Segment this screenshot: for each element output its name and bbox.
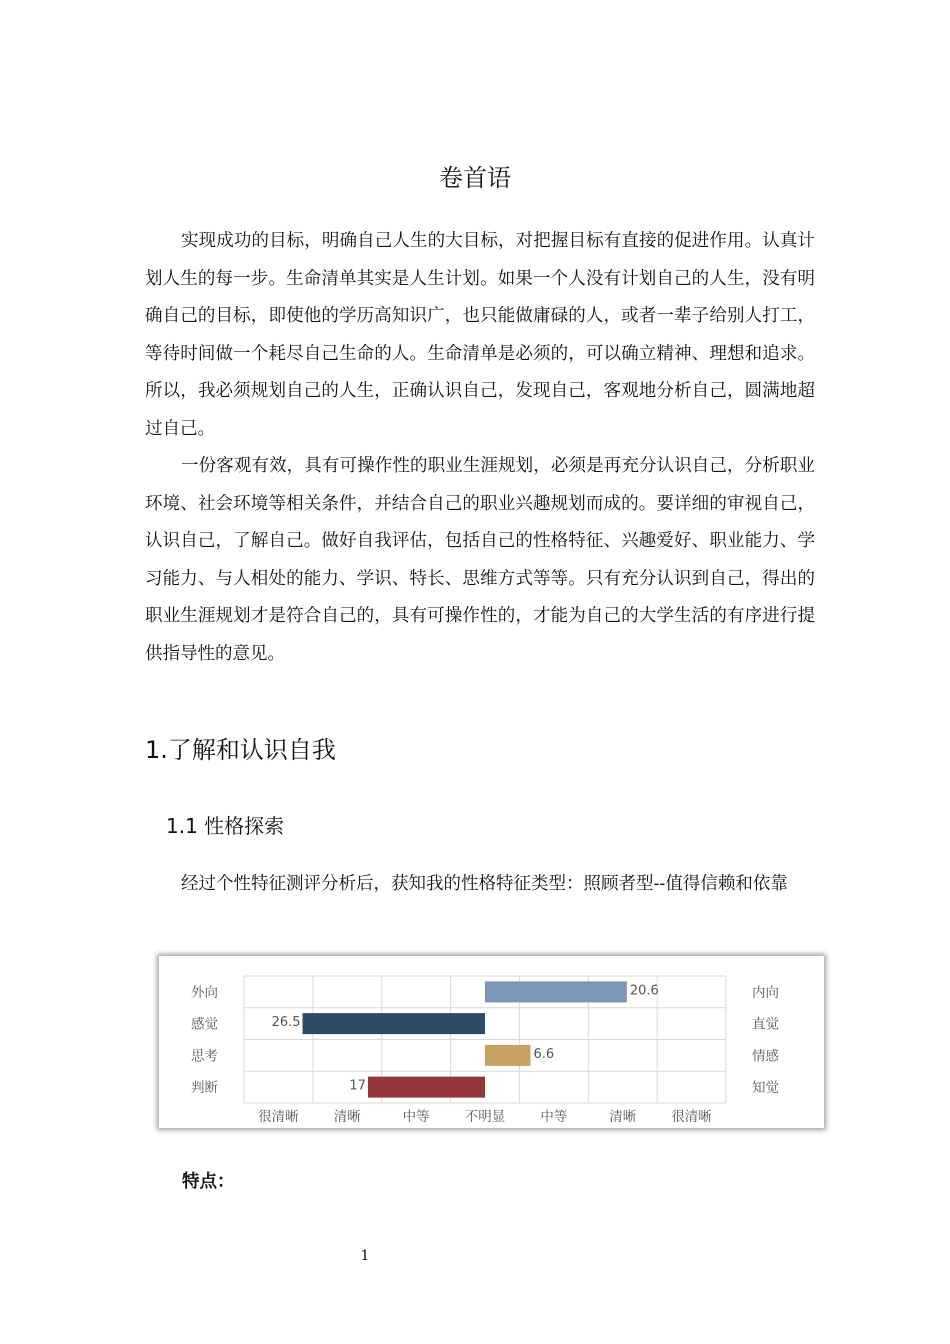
x-tick-label: 很清晰 <box>671 1109 712 1125</box>
x-tick-label: 中等 <box>540 1109 568 1125</box>
subsection-heading: 1.1 性格探索 <box>166 814 285 838</box>
x-tick-label: 很清晰 <box>258 1109 299 1125</box>
personality-result-paragraph: 经过个性特征测评分析后，获知我的性格特征类型：照顾者型--值得信赖和依靠 <box>181 874 788 894</box>
x-tick-label: 中等 <box>402 1109 430 1125</box>
left-category-label: 感觉 <box>191 1016 218 1033</box>
left-category-label: 思考 <box>191 1048 218 1065</box>
bar-外向-内向 <box>485 981 627 1002</box>
x-tick-label: 清晰 <box>333 1109 361 1125</box>
left-category-label: 判断 <box>191 1080 218 1097</box>
right-category-label: 内向 <box>752 984 779 1001</box>
bar-感觉-直觉 <box>303 1013 485 1034</box>
features-label: 特点： <box>182 1172 235 1192</box>
data-label: 6.6 <box>533 1046 555 1062</box>
bar-思考-情感 <box>485 1045 530 1066</box>
left-category-label: 外向 <box>191 984 218 1001</box>
data-label: 20.6 <box>629 983 659 999</box>
data-label: 26.5 <box>271 1015 301 1031</box>
right-category-label: 直觉 <box>752 1016 779 1033</box>
data-label: 17 <box>349 1078 366 1094</box>
right-category-label: 情感 <box>752 1048 779 1065</box>
personality-chart-svg <box>159 956 824 1128</box>
page-number: 1 <box>360 1248 370 1264</box>
x-tick-label: 清晰 <box>609 1109 637 1125</box>
intro-paragraph-2: 一份客观有效，具有可操作性的职业生涯规划，必须是再充分认识自己，分析职业环境、社会环境等相关条件，并结合自己的职业兴趣规划而成的。要详细的审视自己，认识自己，了解自己。做好自我评估，包括自己的性格特征、兴趣爱好、职业能力、学习能力、与人相处的能力、学识、特长、思维方式等等。只有充分认识到自己，得出的职业生涯规划才是符合自己的，具有可操作性的，才能为自己的大学生活的有序进行提供指导性的意见。 <box>145 456 815 664</box>
section-heading: 1.了解和认识自我 <box>145 736 336 764</box>
x-tick-label: 不明显 <box>464 1109 506 1125</box>
right-category-label: 知觉 <box>752 1080 779 1097</box>
page-title: 卷首语 <box>439 164 511 192</box>
bar-判断-知觉 <box>368 1077 485 1098</box>
intro-paragraph-1: 实现成功的目标，明确自己人生的大目标，对把握目标有直接的促进作用。认真计划人生的每一步。生命清单其实是人生计划。如果一个人没有计划自己的人生，没有明确自己的目标，即使他的学历高知识广，也只能做庸碌的人，或者一辈子给别人打工，等待时间做一个耗尽自己生命的人。生命清单是必须的，可以确立精神、理想和追求。所以，我必须规划自己的人生，正确认识自己，发现自己，客观地分析自己，圆满地超过自己。 <box>145 231 815 439</box>
personality-chart <box>159 956 824 1128</box>
